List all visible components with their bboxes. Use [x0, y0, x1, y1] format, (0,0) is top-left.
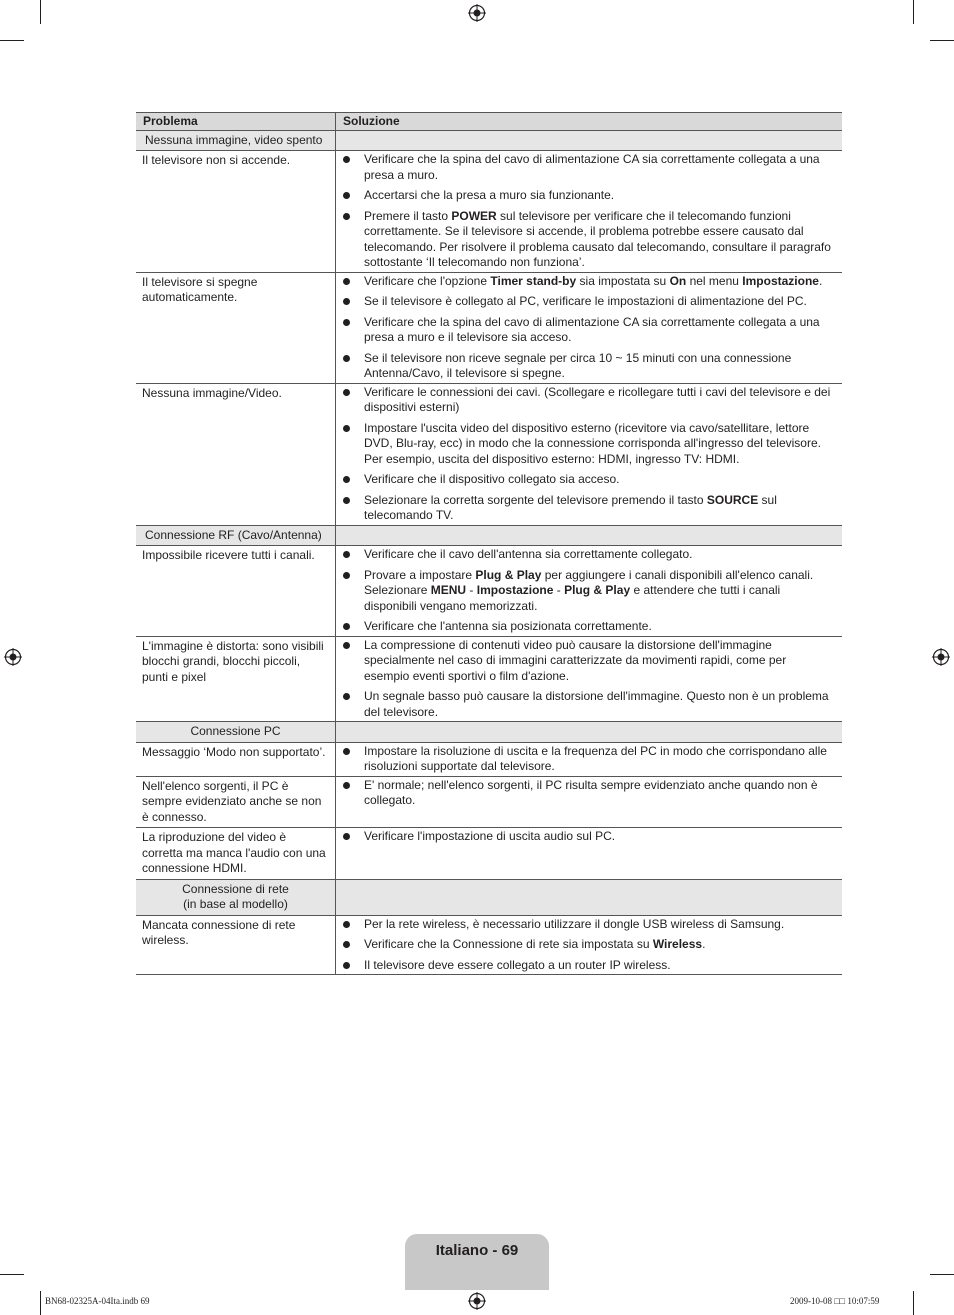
solution-text: Verificare che il dispositivo collegato sia acceso. [364, 472, 620, 486]
solution-item [342, 917, 834, 933]
solution-item [342, 568, 834, 615]
solution-item [342, 472, 834, 488]
solution-item [342, 351, 834, 382]
page-number-tab [405, 1234, 549, 1290]
problem-cell: Il televisore si spegne automaticamente. [136, 272, 336, 383]
bullet-dot-icon [343, 298, 350, 305]
problem-cell: Nell'elenco sorgenti, il PC è sempre evidenziato anche se non è connesso. [136, 776, 336, 828]
table-row [136, 915, 842, 975]
bold-keyword: Wireless [652, 937, 703, 951]
problem-cell: Nessuna immagine/Video. [136, 383, 336, 525]
bullet-dot-icon [343, 425, 350, 432]
registration-mark-icon [4, 648, 22, 666]
footer-datetime: 2009-10-08 □□ 10:07:59 [790, 1296, 880, 1306]
solution-list [336, 151, 842, 272]
bold-keyword: Plug & Play [475, 567, 542, 582]
solution-text: Accertarsi che la presa a muro sia funzionante. [364, 188, 615, 202]
bullet-dot-icon [343, 642, 350, 649]
crop-mark [913, 0, 914, 24]
bullet-dot-icon [343, 748, 350, 755]
solution-text: e attendere che tutti i canali disponibili vengano memorizzati. [364, 583, 781, 613]
solution-text: Se il televisore è collegato al PC, verificare le impostazioni di alimentazione del PC. [364, 294, 807, 308]
bold-keyword: Impostazione [742, 273, 819, 288]
solution-item [342, 385, 834, 416]
solution-text: - [466, 583, 477, 597]
bullet-dot-icon [343, 782, 350, 789]
crop-mark [930, 1274, 954, 1275]
solution-text: Verificare che l'antenna sia posizionata correttamente. [364, 619, 652, 633]
bold-keyword: POWER [451, 208, 497, 223]
solution-cell [336, 272, 843, 383]
bullet-dot-icon [343, 156, 350, 163]
solution-text: Verificare che l'opzione [364, 273, 491, 288]
registration-mark-icon [468, 4, 486, 22]
solution-text: sul telecomando TV. [364, 492, 777, 522]
solution-text: Selezionare la corretta sorgente del televisore premendo il tasto [364, 492, 707, 507]
solution-text: . [818, 273, 823, 288]
solution-item [342, 209, 834, 271]
solution-list [336, 743, 842, 776]
section-label: Connessione di rete (in base al modello) [136, 879, 336, 915]
solution-cell [336, 151, 843, 273]
bullet-dot-icon [343, 213, 350, 220]
solution-text: E' normale; nell'elenco sorgenti, il PC risulta sempre evidenziato anche quando non è collegato. [364, 777, 818, 807]
bold-keyword: Impostazione [476, 583, 554, 597]
solution-text: Verificare che la Connessione di rete sia impostata su [364, 937, 653, 951]
solution-text: nel menu [686, 273, 743, 288]
solution-cell [336, 636, 843, 722]
solution-list [336, 828, 842, 846]
solution-text: Se il televisore non riceve segnale per circa 10 ~ 15 minuti con una connessione Antenna/Cavo, il televisore si spegne. [364, 350, 792, 380]
solution-item [342, 315, 834, 346]
crop-mark [40, 0, 41, 24]
bullet-dot-icon [343, 497, 350, 504]
section-empty-cell [336, 722, 843, 743]
solution-list [336, 777, 842, 810]
solution-cell [336, 383, 843, 525]
bullet-dot-icon [343, 278, 350, 285]
solution-list [336, 273, 842, 383]
table-row [136, 742, 842, 776]
solution-text: Impostare l'uscita video del dispositivo esterno (ricevitore via cavo/satellitare, lettore DVD, Blu-ray, ecc) in modo che la connessione corrisponda all'ingresso del televisore. Per esempio, uscita del dispositivo esterno: HDMI, ingresso TV: HDMI. [364, 420, 821, 466]
crop-mark [0, 40, 24, 41]
bold-keyword: Plug & Play [564, 583, 631, 597]
solution-list [336, 546, 842, 636]
bullet-dot-icon [343, 693, 350, 700]
solution-text: Verificare l'impostazione di uscita audio sul PC. [364, 829, 616, 843]
solution-text: Impostare la risoluzione di uscita e la frequenza del PC in modo che corrispondano alle risoluzioni supportate dal televisore. [364, 743, 827, 773]
solution-list [336, 637, 842, 722]
crop-mark [0, 1274, 24, 1275]
header-problem: Problema [136, 113, 336, 131]
problem-cell: Mancata connessione di rete wireless. [136, 915, 336, 975]
bullet-dot-icon [343, 572, 350, 579]
table-row [136, 546, 842, 637]
solution-item [342, 937, 834, 953]
solution-item [342, 829, 834, 845]
solution-item [342, 294, 834, 310]
solution-item [342, 689, 834, 720]
solution-cell [336, 915, 843, 975]
solution-item [342, 152, 834, 183]
problem-cell: Il televisore non si accende. [136, 151, 336, 273]
solution-item [342, 547, 834, 563]
crop-mark [40, 1291, 41, 1315]
section-empty-cell [336, 525, 843, 546]
table-body [136, 130, 842, 975]
bullet-dot-icon [343, 192, 350, 199]
table-row [136, 828, 842, 880]
bullet-dot-icon [343, 319, 350, 326]
solution-list [336, 384, 842, 525]
bullet-dot-icon [343, 389, 350, 396]
solution-text: sia impostata su [576, 273, 670, 288]
section-label: Connessione RF (Cavo/Antenna) [136, 525, 336, 546]
solution-text: - [553, 583, 565, 597]
table-header-row [136, 113, 842, 131]
solution-text: sul televisore per verificare che il telecomando funzioni correttamente. Se il televisore si accende, il problema potrebbe essere causato dal telecomando. Per risolvere il problema causato dal telecomando, consultare il paragrafo sottostante ‘Il telecomando non funziona’. [364, 208, 831, 269]
table-row [136, 383, 842, 525]
solution-item [342, 744, 834, 775]
solution-cell [336, 776, 843, 828]
solution-cell [336, 828, 843, 880]
solution-item [342, 958, 834, 974]
solution-text: La compressione di contenuti video può causare la distorsione dell'immagine specialmente nel caso di immagini caratterizzate da movimenti rapidi, come per esempio eventi sportivi o film d'azione. [364, 637, 787, 683]
footer-file: BN68-02325A-04Ita.indb 69 [45, 1296, 150, 1306]
table-row [136, 776, 842, 828]
section-row [136, 879, 842, 915]
crop-mark [913, 1291, 914, 1315]
solution-text: Provare a impostare [364, 567, 476, 582]
table-row [136, 636, 842, 722]
table-row [136, 272, 842, 383]
section-label: Connessione PC [136, 722, 336, 743]
solution-item [342, 188, 834, 204]
solution-text: Per la rete wireless, è necessario utilizzare il dongle USB wireless di Samsung. [364, 916, 785, 931]
header-solution: Soluzione [336, 113, 843, 131]
solution-text: Verificare che il cavo dell'antenna sia correttamente collegato. [364, 547, 693, 561]
solution-text: Un segnale basso può causare la distorsione dell'immagine. Questo non è un problema del televisore. [364, 689, 829, 719]
section-row [136, 130, 842, 151]
bold-keyword: On [669, 273, 687, 288]
section-empty-cell [336, 130, 843, 151]
problem-cell: La riproduzione del video è corretta ma manca l'audio con una connessione HDMI. [136, 828, 336, 880]
section-label: Nessuna immagine, video spento [136, 130, 336, 151]
solution-text: Verificare le connessioni dei cavi. (Scollegare e ricollegare tutti i cavi del televisore e dei dispositivi esterni) [364, 384, 831, 414]
solution-cell [336, 546, 843, 637]
solution-item [342, 778, 834, 809]
registration-mark-icon [468, 1292, 486, 1310]
bullet-dot-icon [343, 355, 350, 362]
problem-cell: L'immagine è distorta: sono visibili blocchi grandi, blocchi piccoli, punti e pixel [136, 636, 336, 722]
bullet-dot-icon [343, 962, 350, 969]
bullet-dot-icon [343, 551, 350, 558]
bullet-dot-icon [343, 941, 350, 948]
bold-keyword: Timer stand-by [490, 273, 577, 288]
crop-mark [930, 40, 954, 41]
problem-cell: Messaggio ‘Modo non supportato’. [136, 742, 336, 776]
solution-item [342, 421, 834, 468]
solution-item [342, 638, 834, 685]
solution-text: Verificare che la spina del cavo di alimentazione CA sia correttamente collegata a una presa a muro. [364, 152, 820, 182]
solution-text: . [702, 937, 706, 951]
bullet-dot-icon [343, 921, 350, 928]
solution-text: Il televisore deve essere collegato a un router IP wireless. [364, 957, 671, 972]
section-row [136, 525, 842, 546]
registration-mark-icon [932, 648, 950, 666]
bold-keyword: MENU [430, 583, 467, 597]
section-row [136, 722, 842, 743]
bold-keyword: SOURCE [706, 492, 759, 507]
problem-cell: Impossibile ricevere tutti i canali. [136, 546, 336, 637]
table-row [136, 151, 842, 273]
bullet-dot-icon [343, 623, 350, 630]
solution-item [342, 493, 834, 524]
troubleshooting-table [136, 112, 842, 975]
section-empty-cell [336, 879, 843, 915]
solution-list [336, 916, 842, 975]
solution-item [342, 619, 834, 635]
solution-text: per aggiungere i canali disponibili all'elenco canali. Selezionare [364, 567, 814, 597]
solution-item [342, 274, 834, 290]
solution-text: Verificare che la spina del cavo di alimentazione CA sia correttamente collegata a una presa a muro e il televisore sia acceso. [364, 314, 820, 344]
solution-cell [336, 742, 843, 776]
bullet-dot-icon [343, 476, 350, 483]
page-number-label: Italiano - 69 [435, 1242, 519, 1259]
bullet-dot-icon [343, 833, 350, 840]
solution-text: Premere il tasto [364, 208, 452, 223]
